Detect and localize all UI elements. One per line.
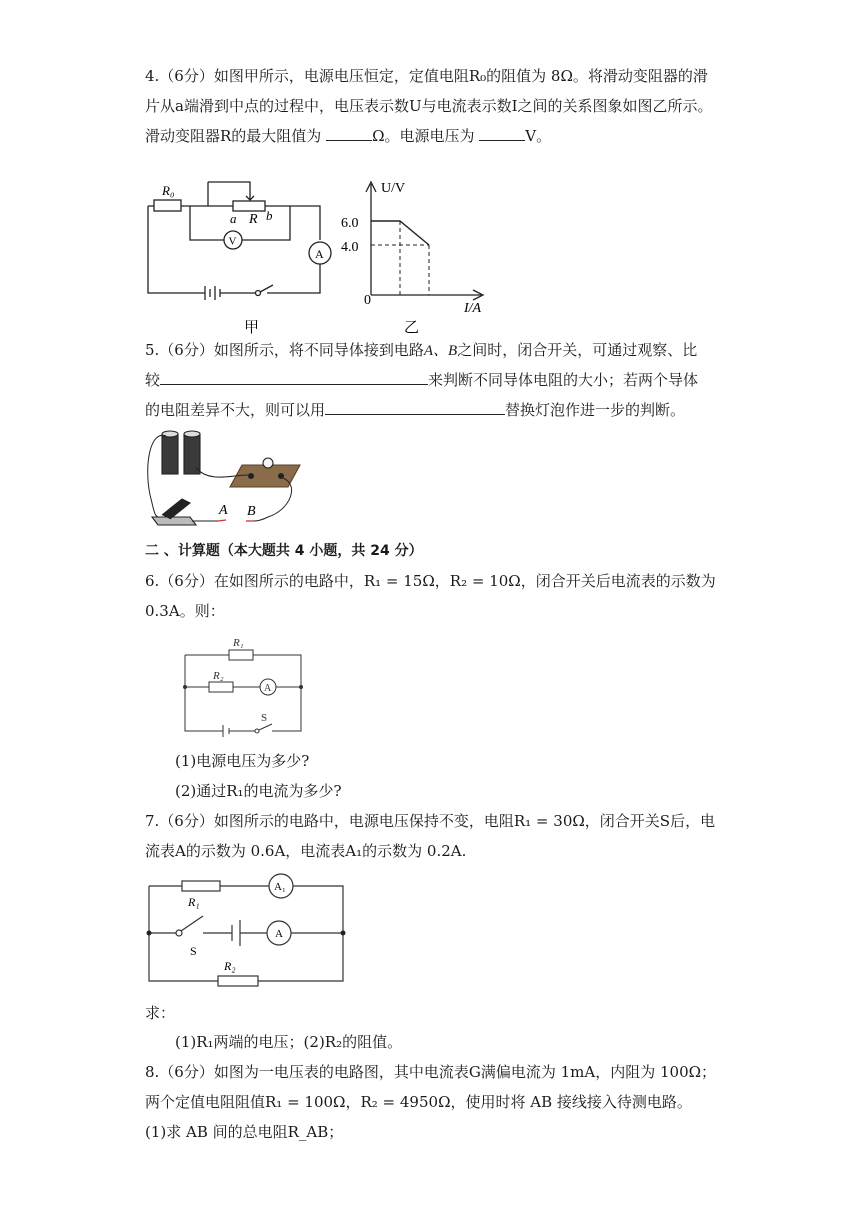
ammeter-label: A	[264, 683, 272, 694]
q4-blank-2[interactable]	[479, 126, 525, 141]
tick-6: 6.0	[341, 216, 359, 231]
q5-line-3	[145, 400, 685, 420]
q7-line-2: 流表A的示数为 0.6A，电流表A₁的示数为 0.2A.	[145, 842, 467, 860]
label-r2: R₂	[224, 959, 236, 973]
resistor-r2	[209, 682, 233, 692]
terminal-a: A	[219, 503, 228, 518]
q5-line-3-pre: 的电阻差异不大，则可以用	[145, 401, 326, 419]
q7-ask: 求：	[145, 1004, 176, 1022]
label-b: b	[266, 208, 273, 223]
bulb	[263, 458, 273, 468]
ammeter-a1-label: A₁	[274, 881, 286, 893]
q5-line-1-post: 之间时，闭合开关，可通过观察、比	[457, 341, 698, 359]
q6-line-2: 0.3A。则：	[145, 602, 225, 620]
rheostat-r	[233, 201, 265, 211]
q8-line-1: 8.（6分）如图为一电压表的电路图，其中电流表G满偏电流为 1mA，内阻为 100Ω；	[145, 1063, 717, 1081]
q6-sub-1: (1)电源电压为多少?	[175, 752, 310, 770]
q5-line-2	[145, 370, 698, 390]
origin-label: 0	[364, 293, 371, 308]
q5-line-1-pre: 5.（6分）如图所示，将不同导体接到电路	[145, 341, 424, 359]
x-axis-label: I/A	[464, 301, 482, 316]
ammeter-a-label: A	[275, 928, 283, 940]
q4-graph-yi	[341, 172, 515, 337]
q4-line-2: 片从a端滑到中点的过程中，电压表示数U与电流表示数I之间的关系图象如图乙所示。	[145, 97, 713, 115]
q8-line-3: (1)求 AB 间的总电阻R_AB；	[145, 1123, 344, 1141]
label-r2: R₂	[213, 670, 224, 682]
q5-line-2-pre: 较	[145, 371, 161, 389]
q5-apparatus-figure	[140, 425, 315, 535]
caption-yi: 乙	[404, 320, 420, 336]
ammeter-label: A	[315, 247, 324, 261]
label-r1: R₁	[233, 637, 244, 649]
q4-line-3	[145, 126, 551, 146]
q4-line-3-mid: Ω。电源电压为	[372, 127, 480, 145]
q4-line-1: 4.（6分）如图甲所示，电源电压恒定，定值电阻R₀的阻值为 8Ω。将滑动变阻器的滑	[145, 67, 708, 85]
switch-pivot	[255, 729, 259, 733]
label-a: a	[230, 211, 237, 226]
q6-circuit	[175, 633, 310, 743]
q4-blank-1[interactable]	[326, 126, 372, 141]
q5-line-3-post: 替换灯泡作进一步的判断。	[505, 401, 686, 419]
q7-sub: (1)R₁两端的电压；(2)R₂的阻值。	[175, 1033, 403, 1051]
voltmeter-label: V	[228, 235, 237, 248]
label-r: R	[249, 212, 258, 227]
q5-line-2-post: 来判断不同导体电阻的大小；若两个导体	[428, 371, 699, 389]
battery-2	[184, 434, 200, 474]
switch-label: S	[190, 944, 197, 958]
resistor-r1	[229, 650, 253, 660]
q7-line-1: 7.（6分）如图所示的电路中，电源电压保持不变，电阻R₁ = 30Ω，闭合开关S后，电	[145, 812, 716, 830]
q5-blank-2[interactable]	[325, 400, 505, 415]
resistor-r0	[154, 200, 181, 211]
switch-label: S	[261, 712, 268, 724]
q4-line-3-pre: 滑动变阻器R的最大阻值为	[145, 127, 327, 145]
label-r1: R₁	[188, 895, 200, 909]
tick-4: 4.0	[341, 240, 359, 255]
q4-line-3-post: V。	[525, 127, 552, 145]
q5-line-1	[145, 340, 697, 361]
y-axis-label: U/V	[381, 181, 406, 196]
q5-ab: A、B	[423, 343, 458, 359]
q6-sub-2: (2)通过R₁的电流为多少?	[175, 782, 342, 800]
q6-line-1: 6.（6分）在如图所示的电路中，R₁ = 15Ω，R₂ = 10Ω，闭合开关后电流表的示数为	[145, 572, 716, 590]
resistor-r2	[218, 976, 258, 986]
resistor-r1	[182, 881, 220, 891]
caption-jia: 甲	[244, 320, 260, 336]
q4-circuit-jia	[140, 172, 340, 337]
q8-line-2: 两个定值电阻阻值R₁ = 100Ω，R₂ = 4950Ω，使用时将 AB 接线接入待测电路。	[145, 1093, 692, 1111]
section-2-heading: 二 、计算题（本大题共 4 小题，共 24 分）	[145, 543, 423, 559]
q7-circuit	[140, 870, 355, 990]
q5-blank-1[interactable]	[160, 370, 428, 385]
battery-1	[162, 434, 178, 474]
knife-switch	[152, 517, 196, 525]
terminal-b: B	[247, 504, 256, 519]
switch-pivot	[256, 291, 261, 296]
label-r0: R₀	[162, 183, 175, 198]
